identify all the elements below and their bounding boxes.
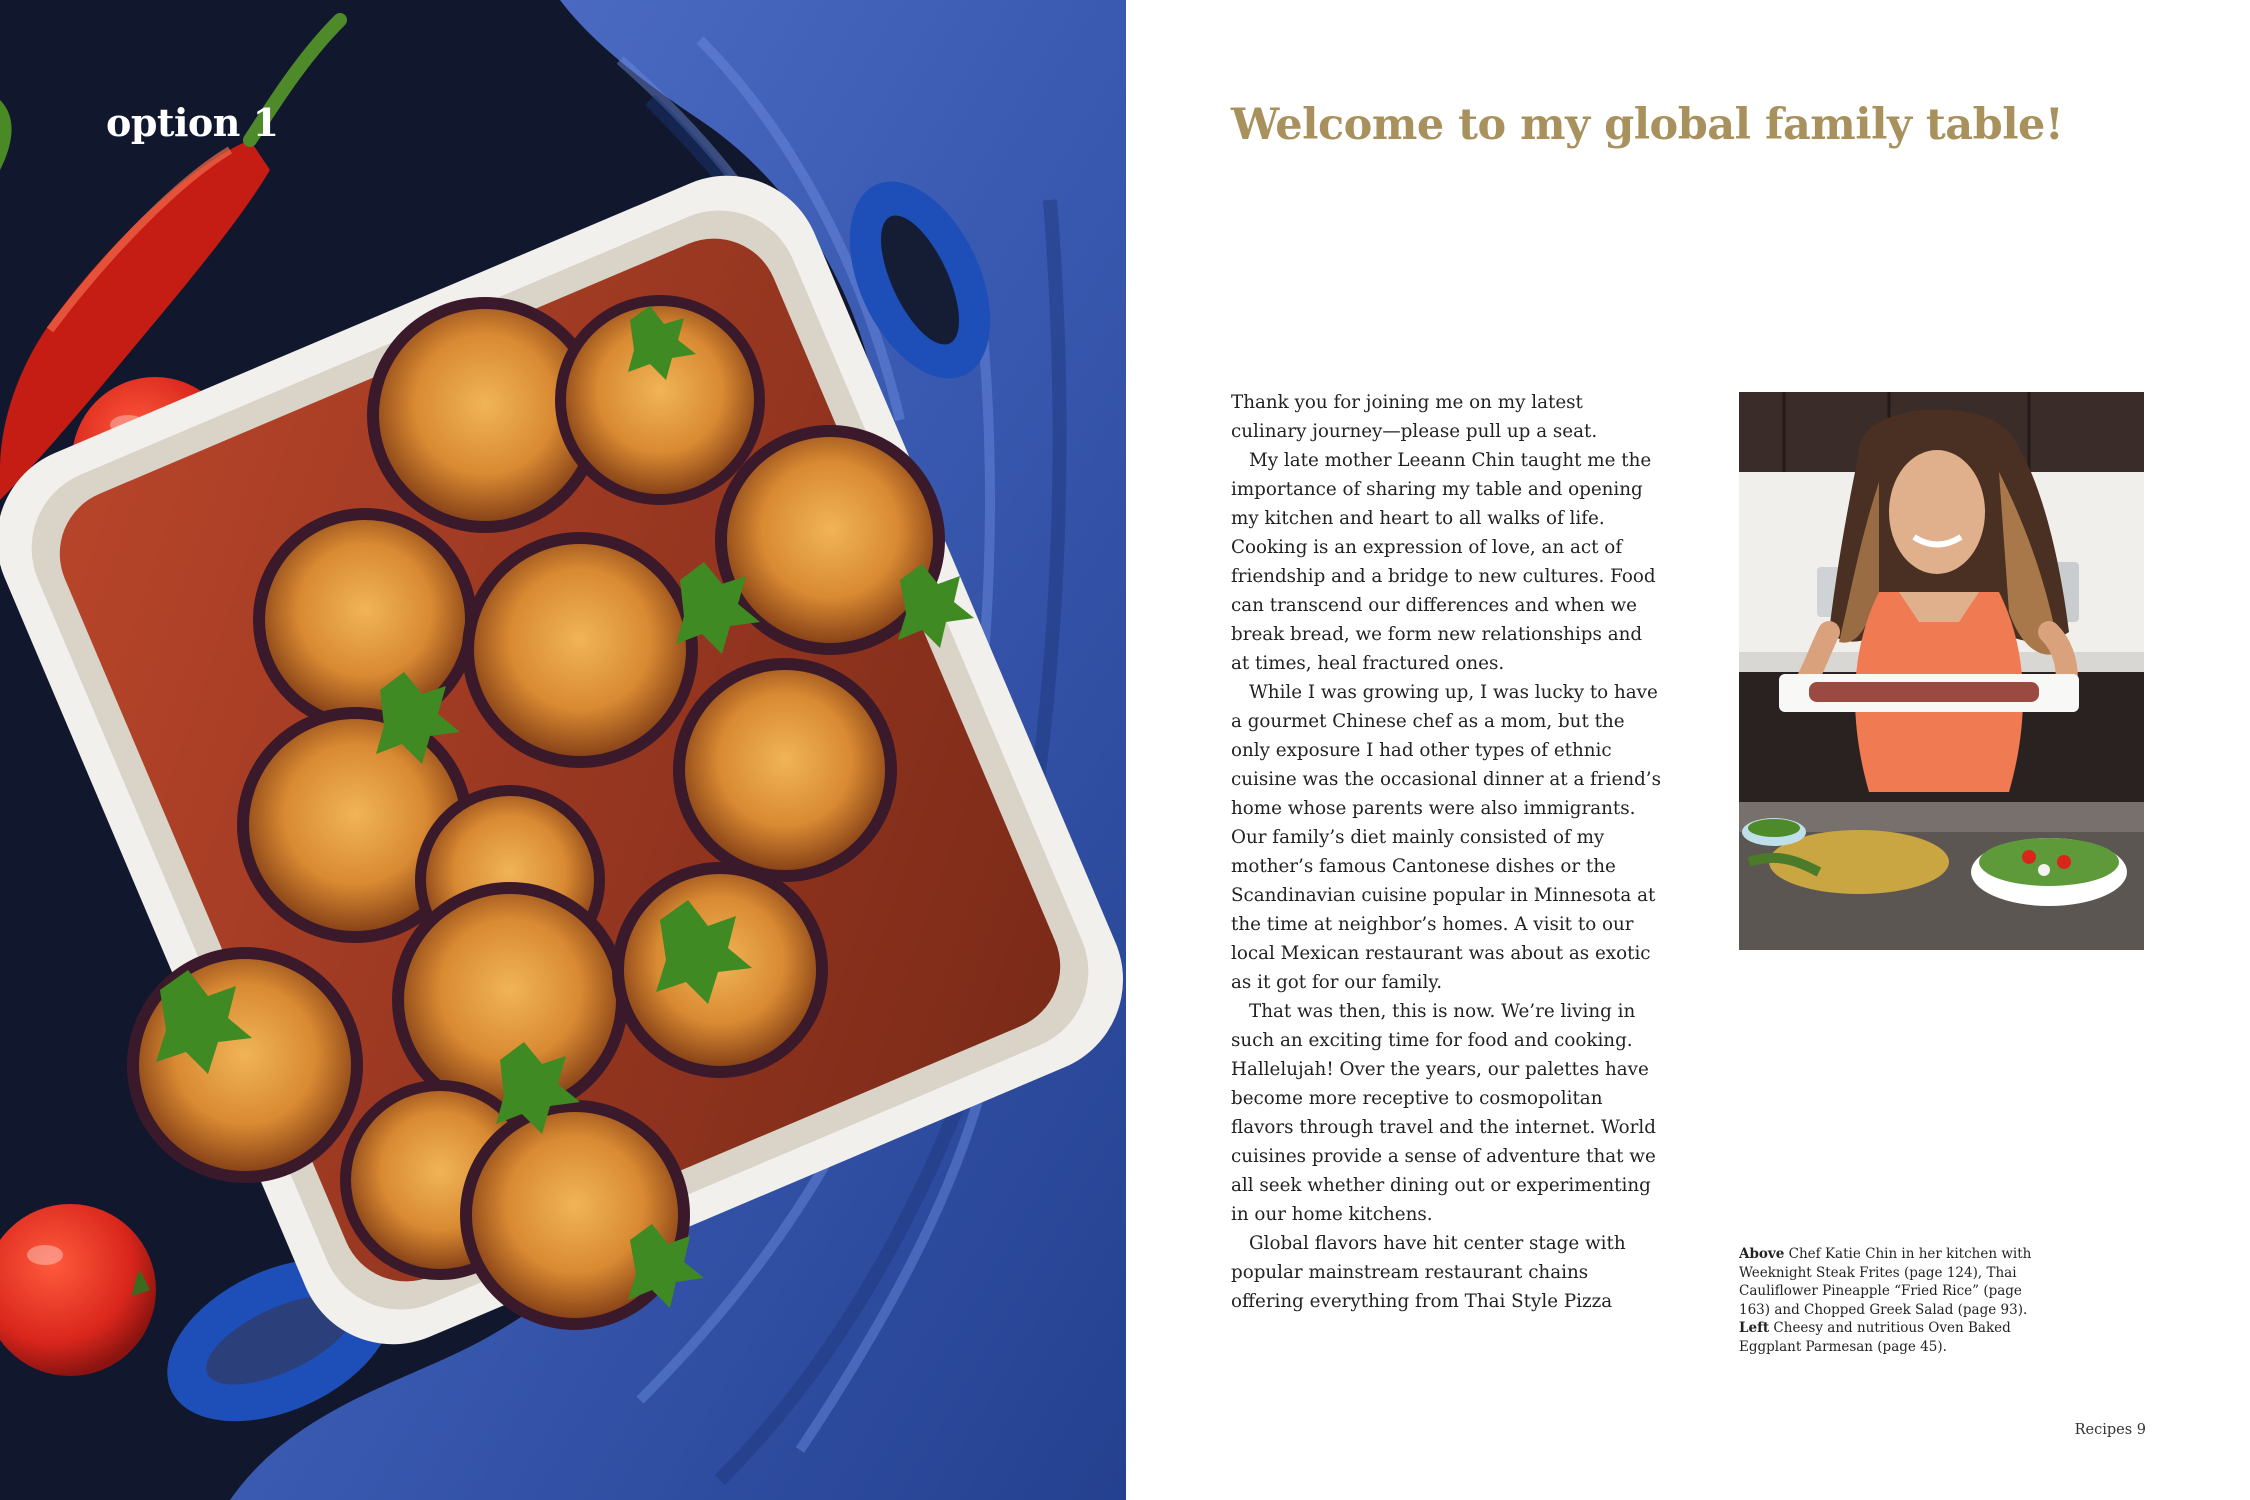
caption-left-label: Left bbox=[1739, 1320, 1770, 1336]
caption-above-text: Chef Katie Chin in her kitchen with Weeknight Steak Frites (page 124), Thai Cauliflower Pineapple “Fried Rice” (page 163) and Chopped Greek Salad (page 93). bbox=[1739, 1246, 2032, 1318]
body-text bbox=[1231, 388, 1661, 1316]
caption-left-text: Cheesy and nutritious Oven Baked Eggplant Parmesan (page 45). bbox=[1739, 1320, 2011, 1355]
paragraph-4: That was then, this is now. We’re living in such an exciting time for food and cooking. Hallelujah! Over the years, our palettes have become more receptive to cosmopolitan flavors through travel and the internet. World cuisines provide a sense of adventure that we all seek whether dining out or experimenting in our home kitchens. bbox=[1231, 1001, 1656, 1225]
paragraph-3: While I was growing up, I was lucky to have a gourmet Chinese chef as a mom, but the only exposure I had other types of ethnic cuisine was the occasional dinner at a friend’s home whose parents were also immigrants. Our family’s diet mainly consisted of my mother’s famous Cantonese dishes or the Scandinavian cuisine popular in Minnesota at the time at neighbor’s homes. A visit to our local Mexican restaurant was about as exotic as it got for our family. bbox=[1231, 682, 1662, 993]
caption-above-label: Above bbox=[1739, 1246, 1785, 1262]
option-label: option 1 bbox=[106, 100, 279, 145]
paragraph-5: Global flavors have hit center stage with popular mainstream restaurant chains offering everything from Thai Style Pizza bbox=[1231, 1233, 1626, 1312]
text-page bbox=[1126, 0, 2250, 1500]
page-headline: Welcome to my global family table! bbox=[1231, 100, 2064, 150]
paragraph-1: Thank you for joining me on my latest culinary journey—please pull up a seat. bbox=[1231, 392, 1598, 442]
photo-caption bbox=[1739, 1245, 2039, 1356]
paragraph-2: My late mother Leeann Chin taught me the importance of sharing my table and opening my kitchen and heart to all walks of life. Cooking is an expression of love, an act of friendship and a bridge to new cultures. Food can transcend our differences and when we break bread, we form new relationships and at times, heal fractured ones. bbox=[1231, 450, 1656, 674]
page-folio: Recipes 9 bbox=[2074, 1422, 2146, 1438]
chef-portrait-photo bbox=[1739, 392, 2144, 950]
